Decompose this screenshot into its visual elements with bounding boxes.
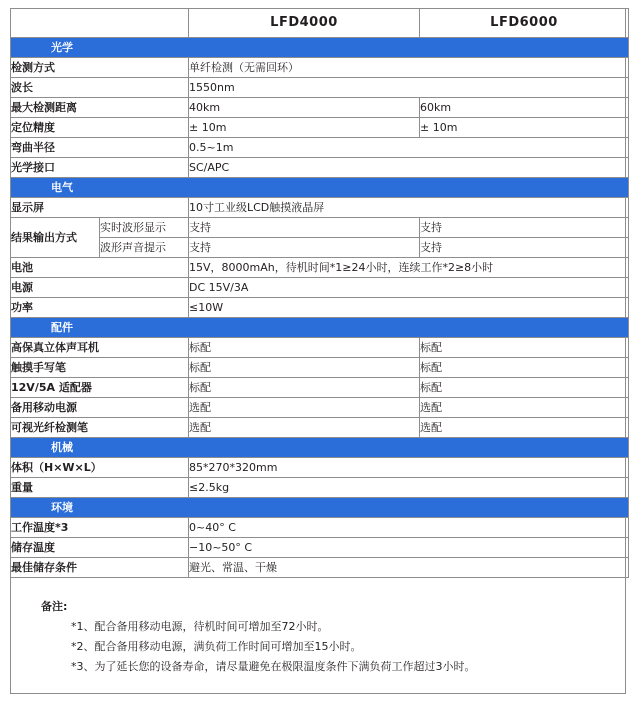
- row-label: 最佳储存条件: [11, 558, 189, 578]
- value-lfd4000: ± 10m: [189, 118, 420, 138]
- section-accessories: 配件: [11, 318, 629, 338]
- value-lfd6000: 支持: [420, 218, 629, 238]
- table-row: [11, 478, 629, 498]
- table-row: [11, 98, 629, 118]
- row-label: 12V/5A 适配器: [11, 378, 189, 398]
- row-label: 体积（H×W×L）: [11, 458, 189, 478]
- value-lfd6000: 标配: [420, 378, 629, 398]
- row-value: 15V，8000mAh，待机时间*1≥24小时，连续工作*2≥8小时: [189, 258, 629, 278]
- value-lfd4000: 支持: [189, 238, 420, 258]
- row-label: 波长: [11, 78, 189, 98]
- model-lfd6000: LFD6000: [420, 9, 629, 38]
- row-value: ≤10W: [189, 298, 629, 318]
- table-row: [11, 58, 629, 78]
- value-lfd4000: 40km: [189, 98, 420, 118]
- value-lfd4000: 选配: [189, 398, 420, 418]
- row-value: 0.5~1m: [189, 138, 629, 158]
- table-row: [11, 398, 629, 418]
- section-environment: 环境: [11, 498, 629, 518]
- notes-block: [41, 597, 476, 677]
- row-value: −10~50° C: [189, 538, 629, 558]
- value-lfd6000: 选配: [420, 398, 629, 418]
- table-row: [11, 118, 629, 138]
- sub-row-label: 实时波形显示: [100, 218, 189, 238]
- table-row: [11, 538, 629, 558]
- row-label: 储存温度: [11, 538, 189, 558]
- table-row: [11, 358, 629, 378]
- table-row: [11, 558, 629, 578]
- value-lfd6000: 标配: [420, 338, 629, 358]
- value-lfd4000: 支持: [189, 218, 420, 238]
- section-mechanical: 机械: [11, 438, 629, 458]
- output-group-label: 结果输出方式: [11, 218, 100, 258]
- note-item: *2、配合备用移动电源，满负荷工作时间可增加至15小时。: [71, 640, 362, 653]
- row-label: 电池: [11, 258, 189, 278]
- row-label: 显示屏: [11, 198, 189, 218]
- row-label: 备用移动电源: [11, 398, 189, 418]
- table-row: [11, 298, 629, 318]
- value-lfd6000: 选配: [420, 418, 629, 438]
- value-lfd4000: 标配: [189, 358, 420, 378]
- value-lfd4000: 标配: [189, 338, 420, 358]
- section-optical: 光学: [11, 38, 629, 58]
- row-label: 可视光纤检测笔: [11, 418, 189, 438]
- row-label: 高保真立体声耳机: [11, 338, 189, 358]
- table-row: [11, 238, 629, 258]
- row-label: 重量: [11, 478, 189, 498]
- spec-sheet: [10, 8, 626, 694]
- row-label: 电源: [11, 278, 189, 298]
- table-row: [11, 278, 629, 298]
- row-value: ≤2.5kg: [189, 478, 629, 498]
- row-value: 85*270*320mm: [189, 458, 629, 478]
- table-row: [11, 338, 629, 358]
- note-item: *3、为了延长您的设备寿命，请尽量避免在极限温度条件下满负荷工作超过3小时。: [71, 660, 476, 673]
- table-row: [11, 138, 629, 158]
- row-value: 单纤检测（无需回环）: [189, 58, 629, 78]
- value-lfd4000: 标配: [189, 378, 420, 398]
- row-label: 工作温度*3: [11, 518, 189, 538]
- value-lfd6000: ± 10m: [420, 118, 629, 138]
- value-lfd6000: 60km: [420, 98, 629, 118]
- row-value: 10寸工业级LCD触摸液晶屏: [189, 198, 629, 218]
- table-row: [11, 518, 629, 538]
- row-label: 检测方式: [11, 58, 189, 78]
- table-row: [11, 78, 629, 98]
- table-row: [11, 458, 629, 478]
- table-header-row: [11, 9, 629, 38]
- row-label: 定位精度: [11, 118, 189, 138]
- table-row: [11, 198, 629, 218]
- table-row: [11, 418, 629, 438]
- section-electrical: 电气: [11, 178, 629, 198]
- table-row: [11, 378, 629, 398]
- notes-title: 备注:: [41, 600, 68, 613]
- table-row: [11, 158, 629, 178]
- sub-row-label: 波形声音提示: [100, 238, 189, 258]
- row-label: 最大检测距离: [11, 98, 189, 118]
- value-lfd6000: 支持: [420, 238, 629, 258]
- table-row: [11, 258, 629, 278]
- value-lfd6000: 标配: [420, 358, 629, 378]
- spec-table: [10, 8, 629, 578]
- value-lfd4000: 选配: [189, 418, 420, 438]
- row-value: DC 15V/3A: [189, 278, 629, 298]
- row-label: 功率: [11, 298, 189, 318]
- note-item: *1、配合备用移动电源，待机时间可增加至72小时。: [71, 620, 329, 633]
- table-row: [11, 218, 629, 238]
- row-label: 光学接口: [11, 158, 189, 178]
- row-label: 触摸手写笔: [11, 358, 189, 378]
- row-value: 0~40° C: [189, 518, 629, 538]
- row-value: 1550nm: [189, 78, 629, 98]
- row-value: 避光、常温、干燥: [189, 558, 629, 578]
- row-label: 弯曲半径: [11, 138, 189, 158]
- model-lfd4000: LFD4000: [189, 9, 420, 38]
- row-value: SC/APC: [189, 158, 629, 178]
- header-empty-cell: [11, 9, 189, 38]
